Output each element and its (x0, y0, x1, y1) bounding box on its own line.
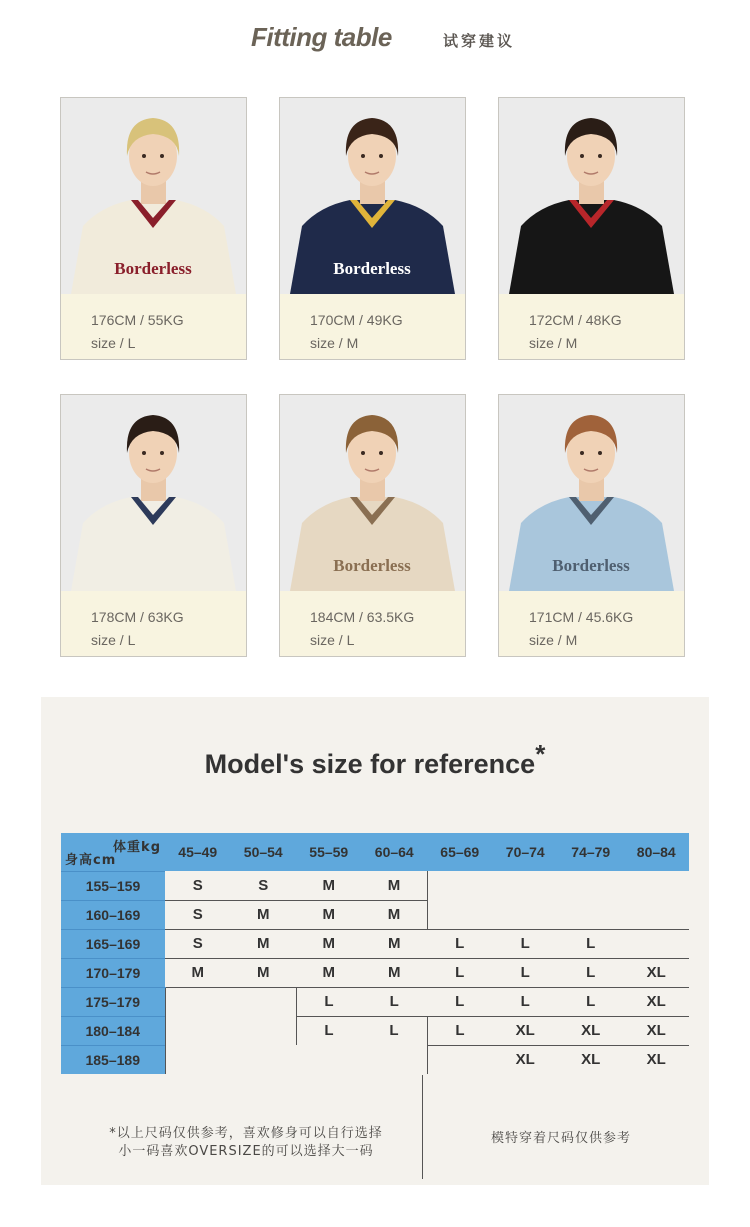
size-cell: XL (558, 1016, 624, 1045)
model-card (60, 97, 247, 360)
height-header: 175–179 (61, 987, 165, 1016)
model-illustration (280, 98, 465, 294)
size-cell: L (296, 1016, 362, 1045)
reference-title-text: Model's size for reference (204, 749, 536, 779)
size-cell: S (165, 929, 231, 958)
reference-star: * (535, 739, 546, 769)
size-cell: L (427, 1016, 493, 1045)
size-cell: L (558, 987, 624, 1016)
size-cell (427, 1045, 493, 1074)
model-size: size / M (310, 335, 359, 351)
height-header: 170–179 (61, 958, 165, 987)
size-cell: L (296, 987, 362, 1016)
weight-axis-label: 体重kg (113, 840, 161, 855)
size-cell (231, 1045, 297, 1074)
size-cell: M (362, 900, 428, 929)
size-cell: XL (624, 1045, 690, 1074)
model-card (498, 394, 685, 657)
model-card (498, 97, 685, 360)
size-cell: L (362, 1016, 428, 1045)
size-row (61, 871, 689, 900)
size-cell: S (258, 876, 269, 894)
size-cell: XL (493, 1045, 559, 1074)
size-cell: L (493, 987, 559, 1016)
size-cell: L (427, 987, 493, 1016)
size-table-body (61, 871, 689, 1074)
height-header: 165–169 (61, 929, 165, 958)
size-note (71, 1125, 421, 1161)
size-cell: L (558, 958, 624, 987)
model-illustration (61, 98, 246, 294)
size-cell: S (192, 876, 203, 894)
model-photo (499, 395, 684, 591)
size-cell (296, 1045, 362, 1074)
model-stats: 178CM / 63KG (91, 609, 184, 625)
model-stats: 170CM / 49KG (310, 312, 403, 328)
size-cell: XL (624, 958, 690, 987)
fitting-title: Fitting table (251, 22, 392, 52)
model-card (279, 394, 466, 657)
weight-header: 70–74 (493, 833, 559, 871)
size-cell: M (362, 929, 428, 958)
size-cell (165, 1016, 231, 1045)
size-cell: L (427, 929, 493, 958)
size-cell: M (165, 958, 231, 987)
size-cell: XL (624, 987, 690, 1016)
size-note-line-1: *以上尺码仅供参考，喜欢修身可以自行选择 (109, 1126, 383, 1141)
model-photo (61, 395, 246, 591)
size-cell (624, 929, 690, 958)
size-cell: M (296, 929, 362, 958)
fitting-header (0, 22, 750, 52)
size-cell (493, 900, 559, 929)
weight-header: 45–49 (165, 833, 231, 871)
size-cell (165, 1045, 231, 1074)
weight-header: 55–59 (296, 833, 362, 871)
weight-header: 80–84 (624, 833, 690, 871)
size-cell: M (231, 900, 297, 929)
model-illustration (280, 395, 465, 591)
weight-header: 50–54 (231, 833, 297, 871)
model-stats: 171CM / 45.6KG (529, 609, 634, 625)
size-cell: M (296, 900, 362, 929)
size-cell (624, 871, 690, 900)
shirt-print: Borderless (552, 556, 630, 575)
weight-header: 65–69 (427, 833, 493, 871)
notes-divider (422, 1075, 423, 1179)
size-cell (493, 871, 559, 900)
model-card (60, 394, 247, 657)
model-size: size / L (91, 632, 136, 648)
fitting-subtitle: 试穿建议 (443, 32, 516, 50)
size-cell: M (322, 876, 335, 894)
size-cell: L (558, 929, 624, 958)
size-cell: M (296, 958, 362, 987)
model-photo (499, 98, 684, 294)
size-row (61, 929, 689, 958)
height-header: 185–189 (61, 1045, 165, 1074)
size-row (61, 900, 689, 929)
size-row (61, 987, 689, 1016)
size-cell: L (427, 958, 493, 987)
size-cell: L (362, 987, 428, 1016)
shirt-print: Borderless (333, 259, 411, 278)
size-cell (231, 1016, 297, 1045)
height-header: 180–184 (61, 1016, 165, 1045)
size-cell (427, 871, 493, 900)
size-note-line-2: 小一码喜欢OVERSIZE的可以选择大一码 (118, 1144, 374, 1159)
model-size: size / M (529, 335, 578, 351)
size-cell (558, 871, 624, 900)
table-corner (61, 833, 165, 871)
height-axis-label: 身高cm (65, 852, 117, 868)
size-cell: M (231, 929, 297, 958)
weight-header: 60–64 (362, 833, 428, 871)
weight-header-row (61, 833, 689, 871)
size-cell (362, 1045, 428, 1074)
model-size: size / M (529, 632, 578, 648)
height-header: 160–169 (61, 900, 165, 929)
size-cell (165, 987, 231, 1016)
model-illustration (499, 98, 684, 294)
model-photo (280, 98, 465, 294)
size-cell (231, 987, 297, 1016)
model-photo (61, 98, 246, 294)
size-table (61, 833, 689, 1074)
shirt-print: Borderless (333, 556, 411, 575)
size-cell (427, 900, 493, 929)
size-cell: M (387, 876, 401, 894)
reference-title (41, 739, 709, 780)
size-reference-panel (41, 697, 709, 1185)
model-stats: 176CM / 55KG (91, 312, 184, 328)
model-stats: 172CM / 48KG (529, 312, 622, 328)
model-note: 模特穿着尺码仅供参考 (490, 1131, 631, 1146)
height-header: 155–159 (61, 871, 165, 900)
size-row (61, 1016, 689, 1045)
size-cell: L (493, 929, 559, 958)
model-stats: 184CM / 63.5KG (310, 609, 415, 625)
model-illustration (61, 395, 246, 591)
size-cell (624, 900, 690, 929)
model-card (279, 97, 466, 360)
model-illustration (499, 395, 684, 591)
size-cell (558, 900, 624, 929)
size-cell: XL (624, 1016, 690, 1045)
size-row (61, 958, 689, 987)
model-photo (280, 395, 465, 591)
size-cell: M (362, 958, 428, 987)
weight-header: 74–79 (558, 833, 624, 871)
model-size: size / L (310, 632, 355, 648)
model-size: size / L (91, 335, 136, 351)
size-cell: L (493, 958, 559, 987)
size-row (61, 1045, 689, 1074)
size-cell: XL (493, 1016, 559, 1045)
shirt-print: Borderless (114, 259, 192, 278)
size-cell: S (165, 900, 231, 929)
size-cell: M (231, 958, 297, 987)
size-cell: XL (558, 1045, 624, 1074)
